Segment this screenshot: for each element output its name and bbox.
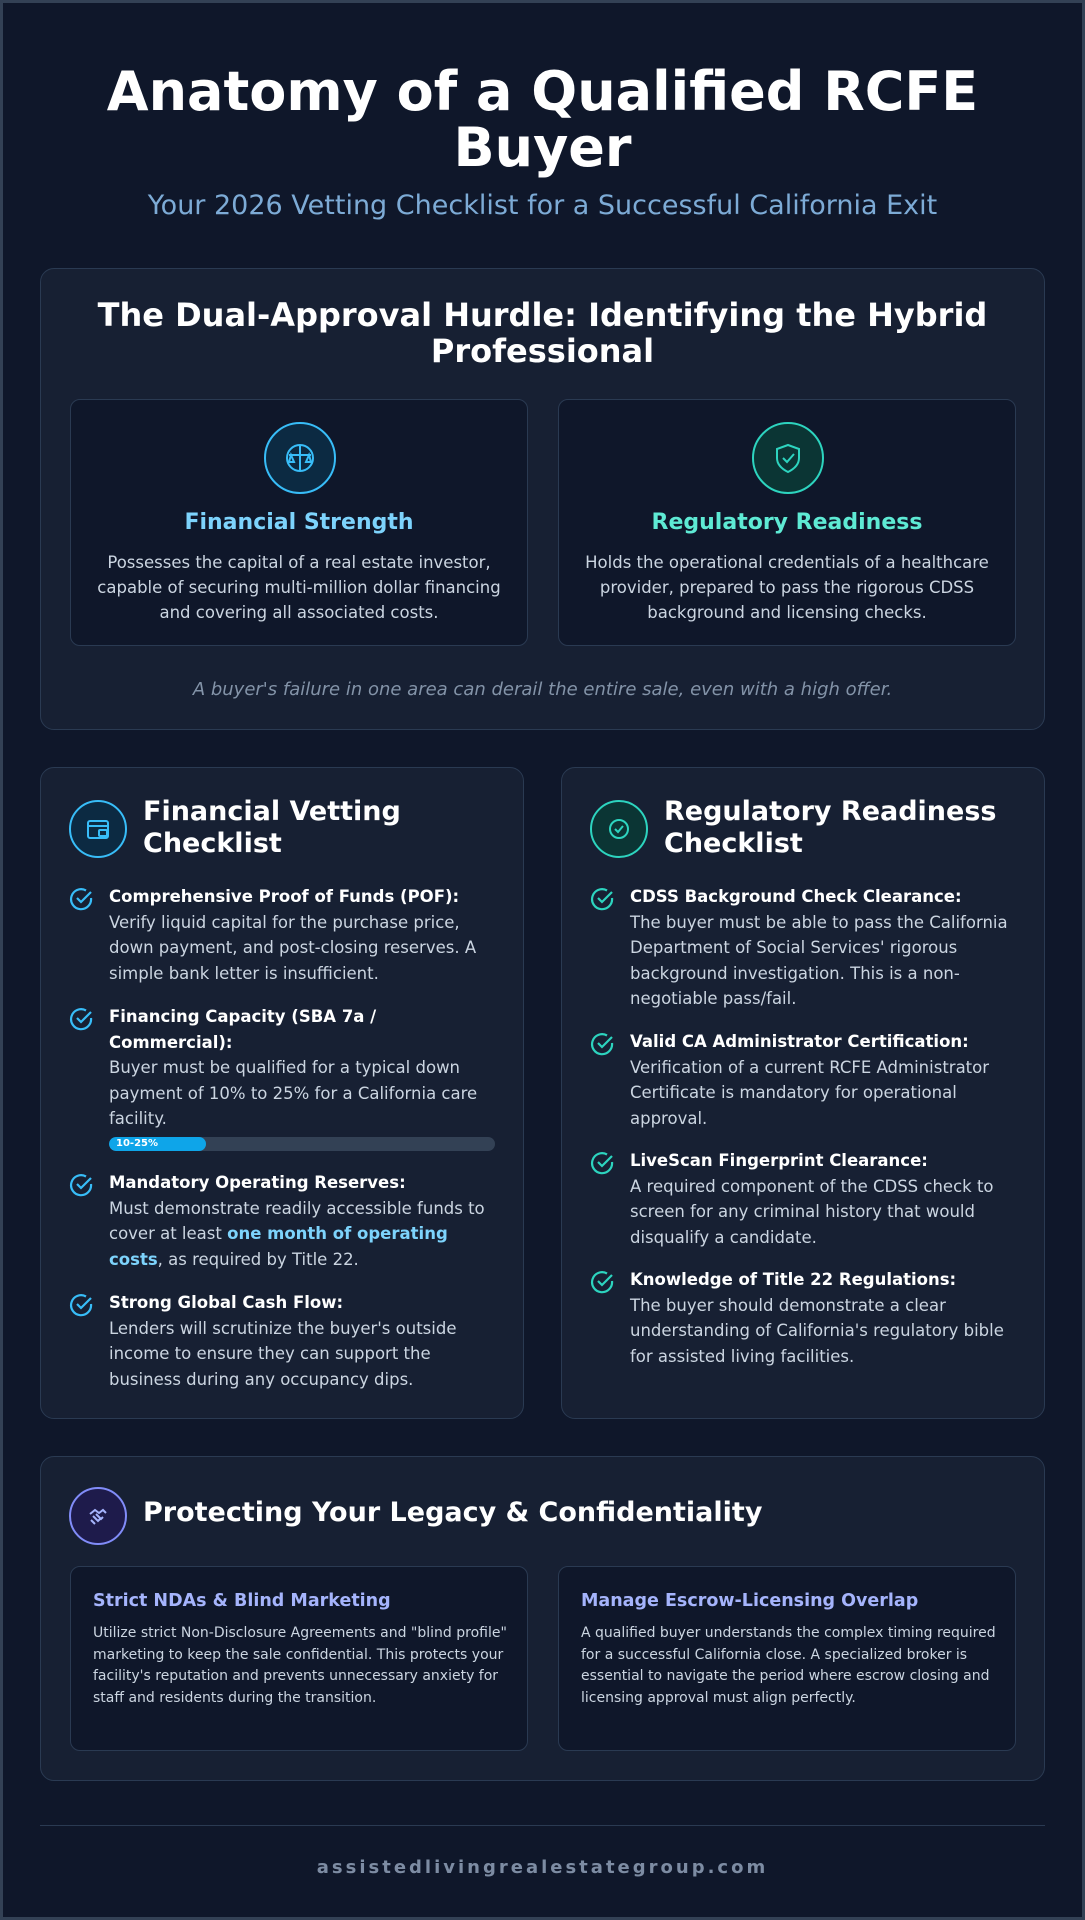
checklist-item-body-end: , as required by Title 22. (157, 1249, 359, 1269)
financial-checklist-card (40, 767, 524, 1419)
handshake-icon (69, 1487, 127, 1545)
checklist-item (69, 1290, 495, 1392)
checklist-item (69, 1004, 495, 1132)
check-icon (590, 1150, 616, 1176)
regulatory-readiness-desc: Holds the operational credentials of a healthcare provider, prepared to pass the rigorous CDSS background and licensing checks. (585, 553, 989, 622)
operating-costs-highlight: one month of operating costs (109, 1224, 448, 1269)
dual-approval-card (40, 268, 1045, 730)
regulatory-checklist-card (561, 767, 1045, 1419)
footer-divider (40, 1825, 1045, 1826)
checklist-item-title: Strong Global Cash Flow: (109, 1293, 344, 1312)
financial-strength-card (70, 399, 528, 646)
checklist-item (69, 1170, 495, 1272)
checklist-item (590, 1148, 1016, 1250)
down-payment-bar-fill: 10-25% (109, 1137, 206, 1151)
regulatory-readiness-title: Regulatory Readiness (651, 510, 923, 535)
financial-checklist-title: Financial Vetting Checklist (143, 796, 401, 859)
checklist-item-body: Lenders will scrutinize the buyer's outside income to ensure they can support the business during any occupancy dips. (109, 1318, 457, 1389)
check-icon (69, 886, 95, 912)
scale-icon (264, 422, 336, 494)
checklist-item-body: Verify liquid capital for the purchase price, down payment, and post-closing reserves. A simple bank letter is insufficient. (109, 912, 477, 983)
checklist-item (590, 1267, 1016, 1369)
page-title: Anatomy of a Qualified RCFE Buyer (106, 60, 979, 179)
escrow-card-title: Manage Escrow-Licensing Overlap (581, 1591, 919, 1611)
checklist-item (590, 884, 1016, 1012)
checklist-item-title: Mandatory Operating Reserves: (109, 1173, 406, 1192)
nda-card (70, 1566, 528, 1751)
check-icon (590, 1269, 616, 1295)
checklist-item-body: The buyer should demonstrate a clear understanding of California's regulatory bible for assisted living facilities. (630, 1295, 1004, 1366)
regulatory-readiness-card (558, 399, 1016, 646)
page-subtitle: Your 2026 Vetting Checklist for a Successful California Exit (147, 190, 938, 221)
checklist-item-title: LiveScan Fingerprint Clearance: (630, 1151, 928, 1170)
checklist-item (69, 884, 495, 986)
wallet-icon (69, 800, 127, 858)
checklist-item-title: Comprehensive Proof of Funds (POF): (109, 887, 460, 906)
checklist-item-body: A required component of the CDSS check to screen for any criminal history that would disqualify a candidate. (630, 1176, 994, 1247)
check-icon (69, 1172, 95, 1198)
nda-card-body: Utilize strict Non-Disclosure Agreements and "blind profile" marketing to keep the sale confidential. This protects your facility's reputation and prevents unnecessary anxiety for staff and residents during the transition. (93, 1625, 507, 1706)
down-payment-bar (109, 1137, 495, 1151)
financial-strength-desc: Possesses the capital of a real estate investor, capable of securing multi-million dollar financing and covering all associated costs. (97, 553, 501, 622)
financial-strength-title: Financial Strength (184, 510, 414, 535)
nda-card-title: Strict NDAs & Blind Marketing (93, 1591, 391, 1611)
escrow-card-body: A qualified buyer understands the complex timing required for a successful California close. A specialized broker is essential to navigate the period where escrow closing and licensing approval must align perfectly. (581, 1625, 996, 1706)
legacy-title: Protecting Your Legacy & Confidentiality (143, 1497, 763, 1528)
shield-check-icon (752, 422, 824, 494)
checklist-item-body: Must demonstrate readily accessible funds to cover at least (109, 1198, 485, 1243)
footer-site: assistedlivingrealestategroup.com (316, 1857, 769, 1878)
escrow-card (558, 1566, 1016, 1751)
check-icon (590, 1031, 616, 1057)
checklist-item-title: CDSS Background Check Clearance: (630, 887, 962, 906)
check-icon (590, 886, 616, 912)
checklist-item-body: The buyer must be able to pass the California Department of Social Services' rigorous background investigation. This is a non-negotiable pass/fail. (630, 912, 1008, 1008)
check-icon (69, 1292, 95, 1318)
legacy-card (40, 1456, 1045, 1781)
check-circle-icon (590, 800, 648, 858)
check-icon (69, 1006, 95, 1032)
checklist-item (590, 1029, 1016, 1131)
dual-approval-title: The Dual-Approval Hurdle: Identifying the Hybrid Professional (97, 296, 988, 370)
checklist-item-body: Verification of a current RCFE Administrator Certificate is mandatory for operational approval. (630, 1057, 990, 1128)
regulatory-checklist-title: Regulatory Readiness Checklist (664, 796, 997, 859)
checklist-item-title: Valid CA Administrator Certification: (630, 1032, 969, 1051)
dual-approval-note: A buyer's failure in one area can derail the entire sale, even with a high offer. (192, 679, 893, 700)
page-header (40, 60, 1045, 221)
checklist-item-body: Buyer must be qualified for a typical down payment of 10% to 25% for a California care facility. (109, 1058, 478, 1128)
checklist-item-title: Financing Capacity (SBA 7a / Commercial): (109, 1007, 377, 1052)
checklist-item-title: Knowledge of Title 22 Regulations: (630, 1270, 957, 1289)
